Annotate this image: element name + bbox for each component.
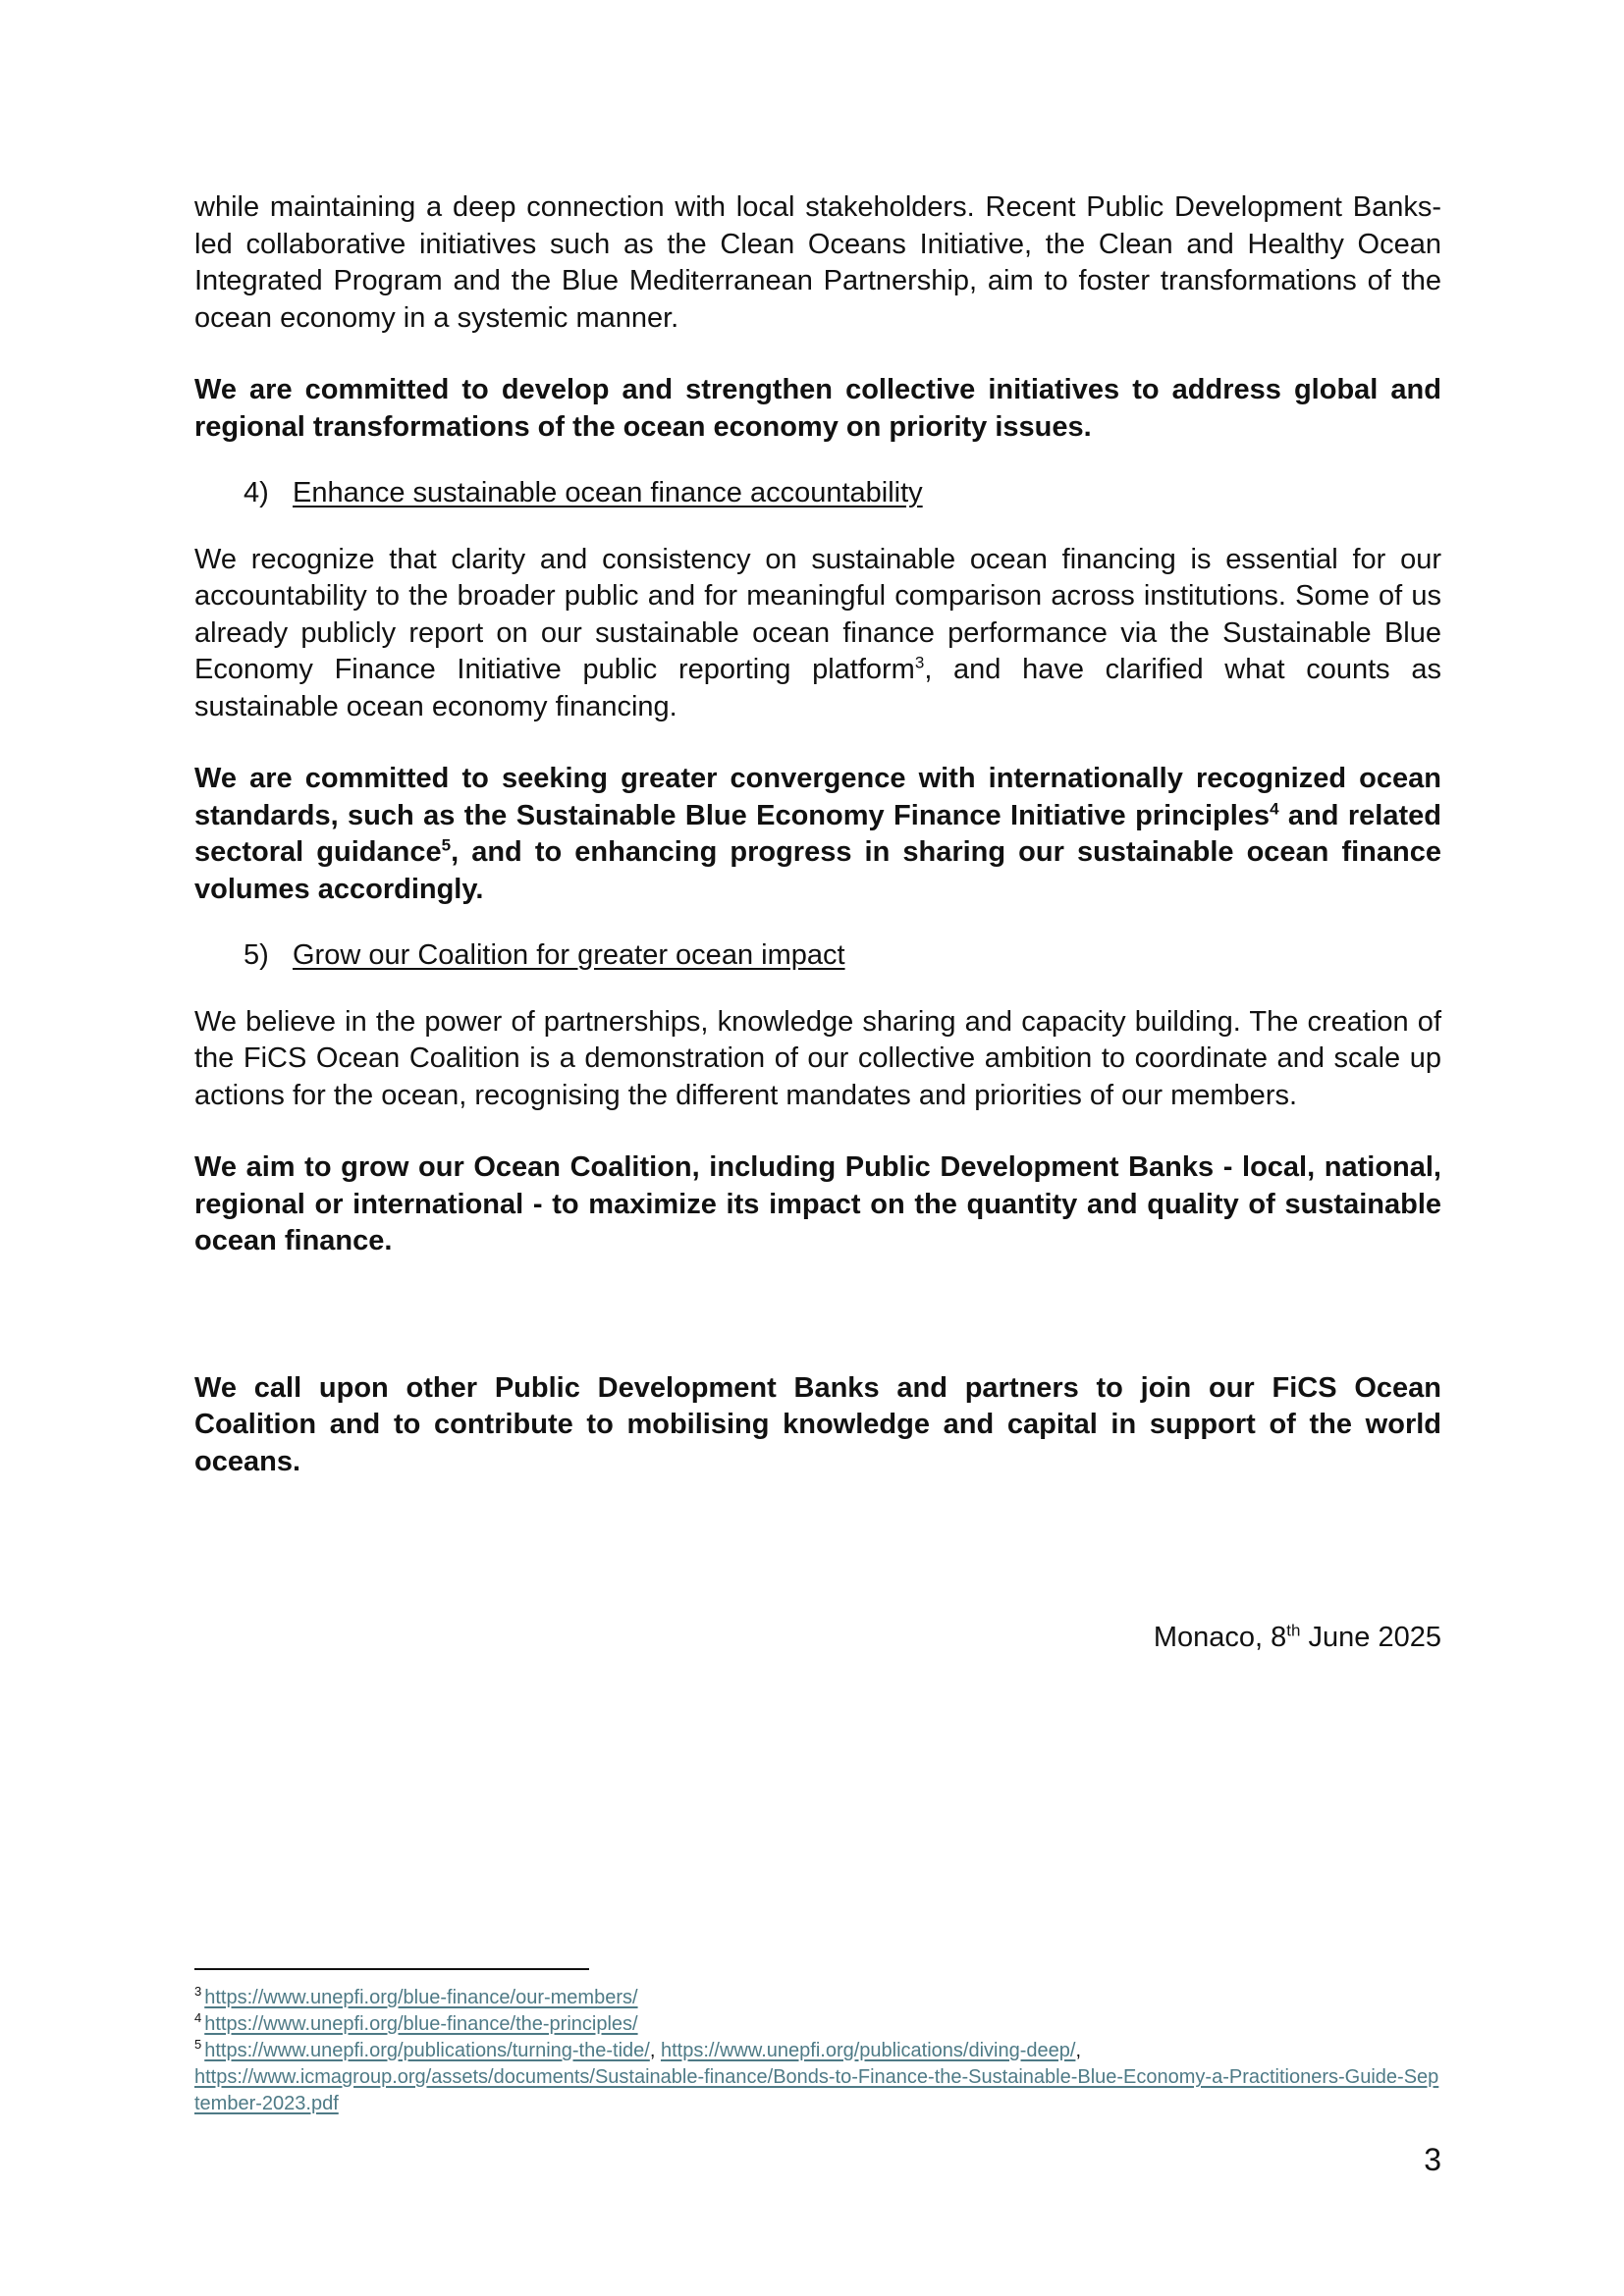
- section-heading-4: [194, 475, 1441, 512]
- section-heading-5: [194, 937, 1441, 975]
- place-and-date: [1011, 1620, 1441, 1657]
- footnote-reference[interactable]: 5: [441, 835, 452, 855]
- section-number: 5): [244, 939, 269, 971]
- footnote-number: 4: [194, 2010, 202, 2026]
- paragraph-partnerships: We believe in the power of partnerships, knowledge sharing and capacity building. The creation of the FiCS Ocean Coalition is a demonstration of our collective ambition to coordinate and scale up actions for the ocean, recognising the different mandates and priorities of our members.: [194, 1005, 1441, 1111]
- section-number: 4): [244, 477, 269, 508]
- commitment-collective-initiatives: We are committed to develop and strengthen collective initiatives to address global and regional transformations of the ocean economy on priority issues.: [194, 374, 1441, 443]
- footnote-separator: [194, 1968, 589, 1970]
- footnote-reference[interactable]: 4: [1270, 798, 1279, 818]
- footnotes: [194, 1985, 1441, 2117]
- paragraph-text: and related sectoral guidance: [194, 799, 1441, 868]
- section-title: Enhance sustainable ocean finance accountability: [293, 477, 923, 508]
- footnote-link[interactable]: https://www.icmagroup.org/assets/documents/Sustainable-finance/Bonds-to-Finance-the-Sustainable-Blue-Economy-a-Practitioners-Guide-September-2023.pdf: [194, 2066, 1439, 2114]
- footnote-number: 3: [194, 1984, 202, 2000]
- footnote-separator-comma: ,: [649, 2040, 661, 2061]
- paragraph-text: We recognize that clarity and consistency on sustainable ocean financing is essential for our accountability to the broader public and for meaningful comparison across institutions. Some of us already publicly report on our sustainable ocean finance performance via the Sustainable Blue Economy Finance Initiative public reporting platform: [194, 543, 1441, 685]
- footnote-link[interactable]: https://www.unepfi.org/publications/diving-deep/: [660, 2040, 1076, 2061]
- section-title: Grow our Coalition for greater ocean impact: [293, 939, 845, 971]
- paragraph-collaborative-initiatives: while maintaining a deep connection with local stakeholders. Recent Public Development Banks-led collaborative initiatives such as the Clean Oceans Initiative, the Clean and Healthy Ocean Integrated Program and the Blue Mediterranean Partnership, aim to foster transformations of the ocean economy in a systemic manner.: [194, 191, 1441, 334]
- footnote-number: 5: [194, 2037, 202, 2053]
- place-date-text: Monaco, 8: [1153, 1622, 1287, 1653]
- date-text: June 2025: [1300, 1622, 1441, 1653]
- call-to-action: We call upon other Public Development Banks and partners to join our FiCS Ocean Coalition and to contribute to mobilising knowledge and capital in support of the world oceans.: [194, 1371, 1441, 1477]
- document-body: [194, 189, 1441, 1480]
- footnote-link[interactable]: https://www.unepfi.org/blue-finance/the-principles/: [204, 2013, 638, 2035]
- paragraph-text: , and to enhancing progress in sharing our sustainable ocean finance volumes accordingly.: [194, 836, 1441, 905]
- page-number: 3: [1424, 2142, 1441, 2177]
- footnote-link[interactable]: https://www.unepfi.org/blue-finance/our-members/: [204, 1987, 638, 2008]
- footnote-link[interactable]: https://www.unepfi.org/publications/turning-the-tide/: [204, 2040, 650, 2061]
- footnote-reference[interactable]: 3: [914, 653, 925, 672]
- paragraph-text: We are committed to seeking greater convergence with internationally recognized ocean standards, such as the Sustainable Blue Economy Finance Initiative principles: [194, 763, 1441, 831]
- paragraph-accountability: [194, 542, 1441, 726]
- footnote-4: [194, 2011, 1441, 2038]
- date-ordinal-suffix: th: [1286, 1621, 1301, 1640]
- footnote-3: [194, 1985, 1441, 2011]
- commitment-grow-coalition: We aim to grow our Ocean Coalition, including Public Development Banks - local, national, regional or international - to maximize its impact on the quantity and quality of sustainable ocean finance.: [194, 1151, 1441, 1256]
- paragraph-text: , and have clarified what counts as sustainable ocean economy financing.: [194, 654, 1441, 722]
- footnote-5: [194, 2038, 1441, 2117]
- commitment-convergence: [194, 761, 1441, 908]
- footnote-separator-comma: ,: [1075, 2040, 1081, 2061]
